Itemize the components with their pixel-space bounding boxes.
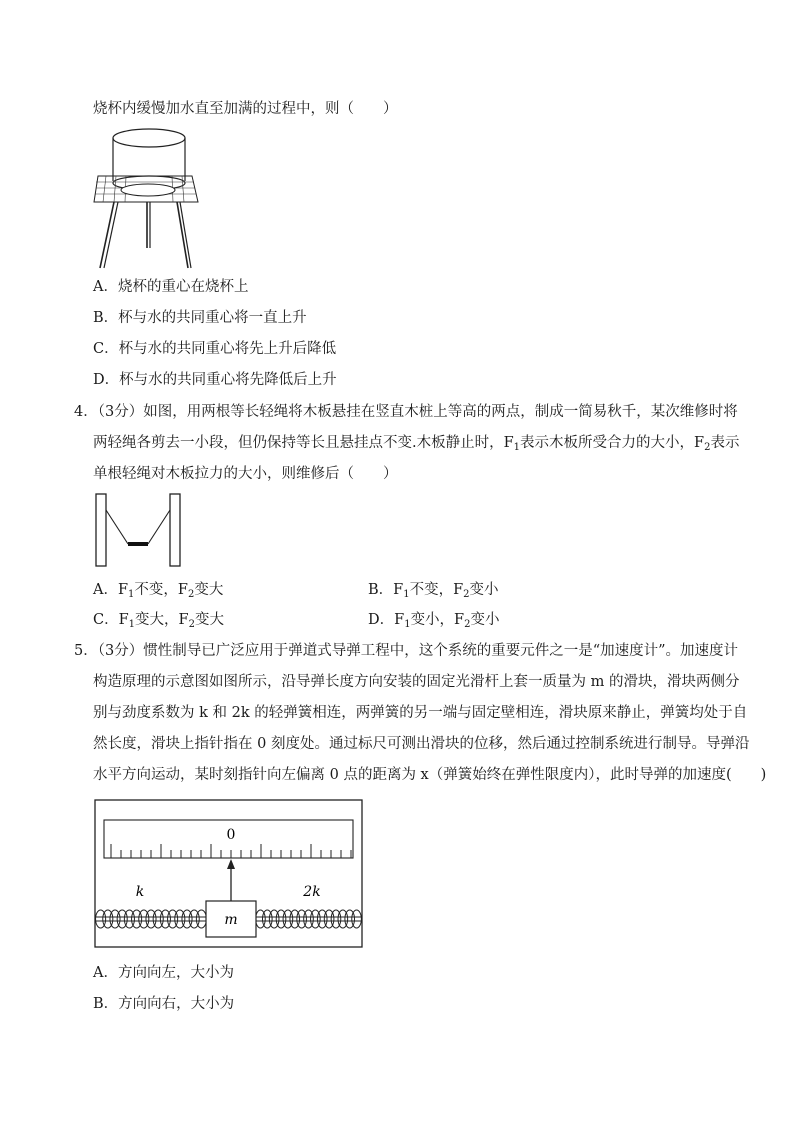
q5-option-a: A．方向向左，大小为 — [93, 965, 234, 981]
q5-stem-line5: 水平方向运动，某时刻指针向左偏离 0 点的距离为 x（弹簧始终在弹性限度内），此时导弹的加速度( ) — [93, 767, 767, 783]
q5-stem-line2: 构造原理的示意图如图所示，沿导弹长度方向安装的固定光滑杆上套一质量为 m 的滑块，滑块两侧分 — [93, 674, 740, 690]
beaker-on-tripod-figure — [92, 124, 202, 272]
q4-stem-line3: 单根轻绳对木板拉力的大小，则维修后（ ） — [93, 466, 398, 482]
q4-stem-line2: 两轻绳各剪去一小段，但仍保持等长且悬挂点不变.木板静止时，$F_1$表示木板所受合力的大小，$F_2$表示 — [93, 435, 740, 453]
q5-option-b: B．方向向右，大小为 — [93, 996, 235, 1012]
q3-option-d: D．杯与水的共同重心将先降低后上升 — [93, 372, 337, 388]
q5-stem-line3: 别与劲度系数为 k 和 2k 的轻弹簧相连，两弹簧的另一端与固定壁相连，滑块原来静止，弹簧均处于自 — [93, 705, 748, 721]
q5-stem-line4: 然长度，滑块上指针指在 0 刻度处。通过标尺可测出滑块的位移，然后通过控制系统进行制导。导弹沿 — [93, 736, 750, 752]
q4-option-b: B．$F_1$不变，$F_2$变小 — [368, 582, 499, 600]
q3-stem-tail: 烧杯内缓慢加水直至加满的过程中，则（ ） — [93, 101, 398, 117]
q3-option-c: C．杯与水的共同重心将先上升后降低 — [93, 341, 337, 357]
q4-option-d: D．$F_1$变小，$F_2$变小 — [368, 612, 500, 630]
q4-option-c: C．$F_1$变大，$F_2$变大 — [93, 612, 224, 630]
right-spring-label: 2k — [303, 884, 321, 900]
left-spring-label: k — [135, 884, 145, 900]
swing-figure — [95, 493, 181, 567]
q5-stem-line1: 5．（3分）惯性制导已广泛应用于弹道式导弹工程中，这个系统的重要元件之一是“加速度计”。加速度计 — [74, 643, 739, 659]
q3-option-a: A．烧杯的重心在烧杯上 — [93, 279, 249, 295]
accelerometer-figure — [94, 799, 364, 949]
scale-zero-label: 0 — [226, 827, 236, 843]
q4-stem-line1: 4．（3分）如图，用两根等长轻绳将木板悬挂在竖直木桩上等高的两点，制成一简易秋千，某次维修时将 — [74, 404, 738, 420]
q4-option-a: A．$F_1$不变，$F_2$变大 — [93, 582, 224, 600]
mass-label: m — [224, 912, 238, 928]
q3-option-b: B．杯与水的共同重心将一直上升 — [93, 310, 307, 326]
